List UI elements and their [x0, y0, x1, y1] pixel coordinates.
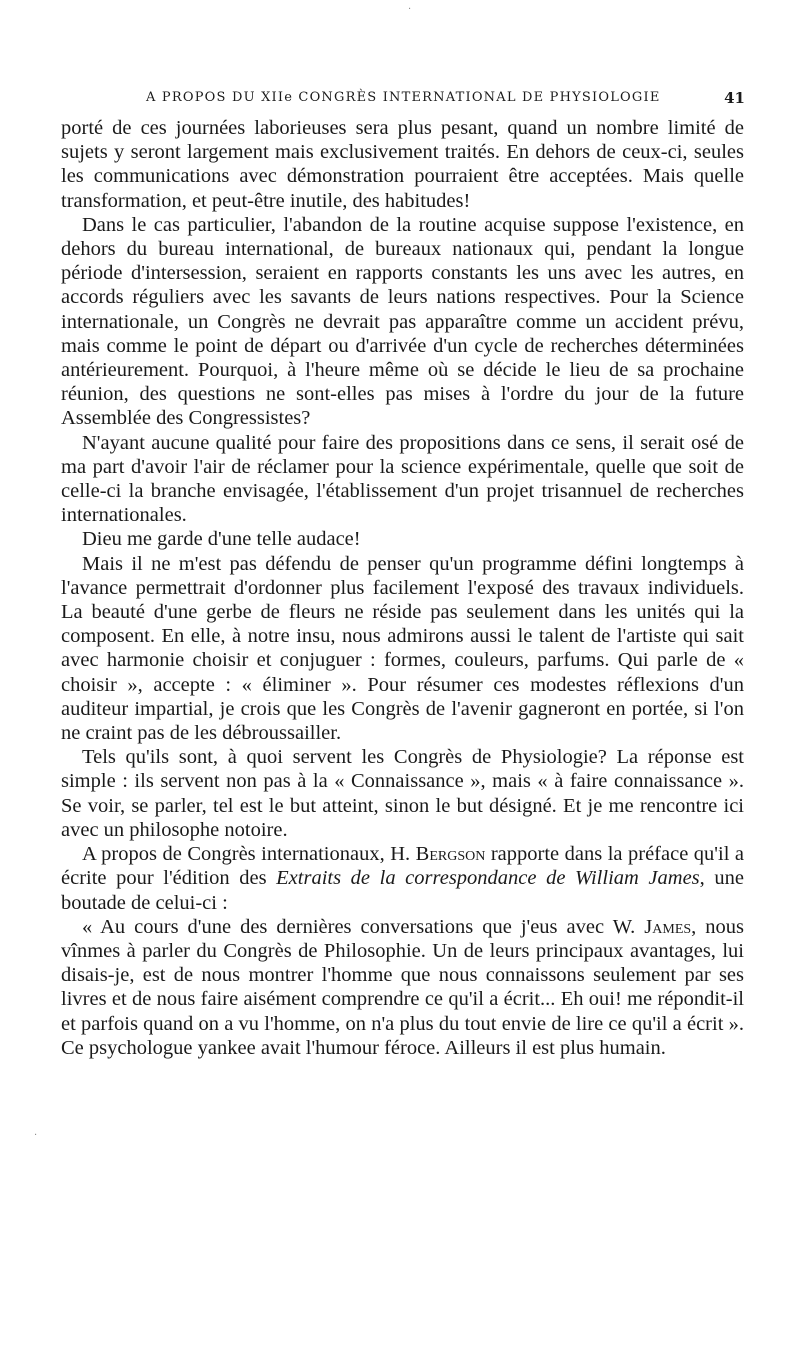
paragraph-8	[61, 915, 744, 1060]
author-name-james: James	[644, 915, 692, 938]
paragraph-7	[61, 842, 744, 915]
paragraph-5: Mais il ne m'est pas défendu de penser qu'un programme défini longtemps à l'avance permettrait d'ordonner plus facilement l'exposé des travaux individuels. La beauté d'une gerbe de fleurs ne réside pas seulement dans les unités qui la composent. En elle, à notre insu, nous admirons aussi le talent de l'artiste qui sait avec harmonie choisir et conjuguer : formes, couleurs, parfums. Qui parle de « choisir », accepte : « éliminer ». Pour résumer ces modestes réflexions d'un auditeur impartial, je crois que les Congrès de l'avenir gagneront en portée, si l'on ne craint pas de les débroussailler.	[61, 552, 744, 745]
book-title: Extraits de la correspondance de William James	[276, 867, 700, 890]
body-text	[61, 116, 744, 1060]
paragraph-4: Dieu me garde d'une telle audace!	[82, 528, 361, 551]
paragraph-6: Tels qu'ils sont, à quoi servent les Congrès de Physiologie? La réponse est simple : ils servent non pas à la « Connaissance », mais « à faire connaissance ». Se voir, se parler, tel est le but atteint, sinon le but désigné. Et je me rencontre ici avec un philosophe notoire.	[61, 746, 744, 841]
running-head	[60, 90, 745, 110]
p7-middle: rapporte dans la préface qu'il a écrite pour l'édition des	[61, 843, 744, 890]
scan-speck: ·	[34, 1130, 38, 1141]
p8-after: , nous vînmes à parler du Congrès de Philosophie. Un de leurs principaux avantages, lui disais-je, est de nous montrer l'homme que nous connaissons seulement par ses livres et de nous faire aisément comprendre ce qu'il a écrit... Eh oui! me répondit-il et parfois quand on a vu l'homme, on n'a plus du tout envie de lire ce qu'il a écrit ». Ce psychologue yankee avait l'humour féroce. Ailleurs il est plus humain.	[61, 915, 745, 1059]
running-title: A PROPOS DU XIIe CONGRÈS INTERNATIONAL DE PHYSIOLOGIE	[146, 90, 661, 105]
p7-before: A propos de Congrès internationaux, H.	[82, 843, 416, 866]
page-number: 41	[724, 89, 745, 107]
paragraph-1: porté de ces journées laborieuses sera plus pesant, quand un nombre limité de sujets y seront largement mais exclusivement traités. En dehors de ceux-ci, seules les communications avec démonstration pourraient être acceptées. Mais quelle transformation, et peut-être inutile, des habitudes!	[61, 117, 744, 212]
scan-speck: ·	[408, 4, 412, 15]
p7-after: , une boutade de celui-ci :	[61, 867, 744, 914]
p8-before: « Au cours d'une des dernières conversations que j'eus avec W.	[82, 915, 645, 938]
paragraph-2: Dans le cas particulier, l'abandon de la routine acquise suppose l'existence, en dehors du bureau international, de bureaux nationaux qui, pendant la longue période d'intersession, seraient en rapports constants les uns avec les autres, en accords réguliers avec les savants de leurs nations respectives. Pour la Science internationale, un Congrès ne devrait pas apparaître comme un accident prévu, mais comme le point de départ ou d'arrivée d'un cycle de recherches déterminées antérieurement. Pourquoi, à l'heure même où se décide le lieu de sa prochaine réunion, des questions ne sont-elles pas mises à l'ordre du jour de la future Assemblée des Congressistes?	[61, 213, 744, 430]
author-name-bergson: Bergson	[415, 843, 486, 866]
paragraph-3: N'ayant aucune qualité pour faire des propositions dans ce sens, il serait osé de ma part d'avoir l'air de réclamer pour la science expérimentale, quelle que soit de celle-ci la branche envisagée, l'établissement d'un projet trisannuel de recherches internationales.	[61, 431, 744, 527]
